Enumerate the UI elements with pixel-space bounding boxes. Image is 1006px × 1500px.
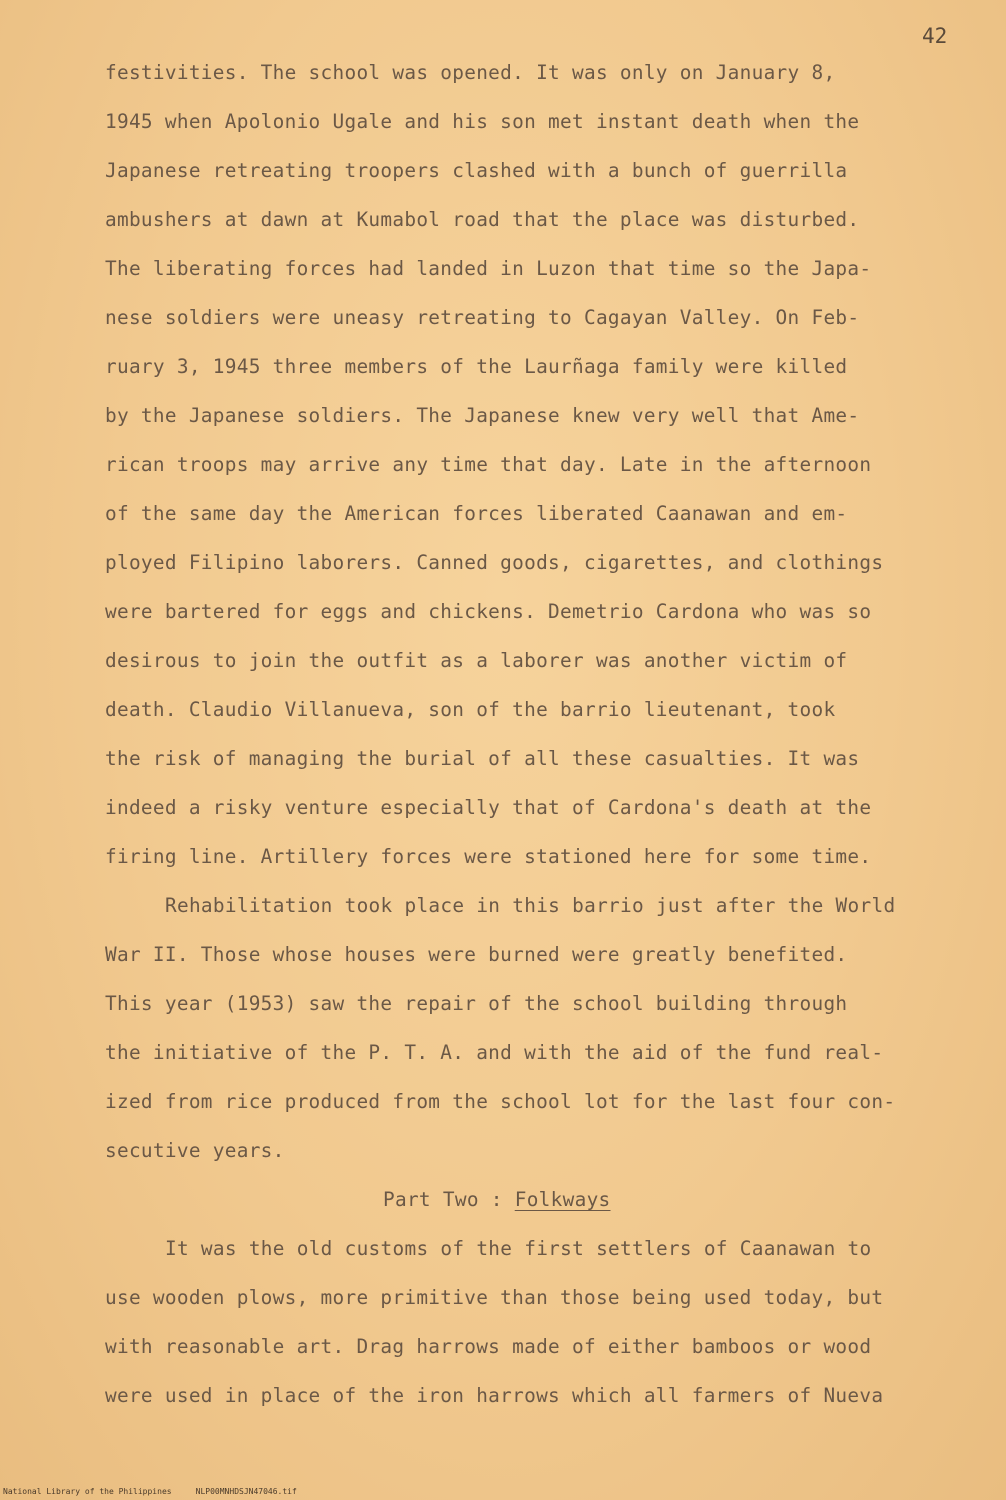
text-line: This year (1953) saw the repair of the school building through <box>105 992 848 1015</box>
text-line: War II. Those whose houses were burned were greatly benefited. <box>105 943 848 966</box>
text-line: the initiative of the P. T. A. and with the aid of the fund real- <box>105 1041 884 1064</box>
text-line: were used in place of the iron harrows which all farmers of Nueva <box>105 1384 884 1407</box>
text-line: desirous to join the outfit as a laborer was another victim of <box>105 649 848 672</box>
text-line: ruary 3, 1945 three members of the Laurñaga family were killed <box>105 355 848 378</box>
text-line: with reasonable art. Drag harrows made of either bamboos or wood <box>105 1335 872 1358</box>
text-line: 1945 when Apolonio Ugale and his son met instant death when the <box>105 110 860 133</box>
section-heading-prefix: Part Two : <box>383 1188 515 1211</box>
archive-footer: National Library of the Philippines NLP00MNHDSJN47046.tif <box>3 1487 297 1496</box>
text-line: The liberating forces had landed in Luzon that time so the Japa- <box>105 257 872 280</box>
section-heading <box>383 1185 611 1215</box>
page-number: 42 <box>922 24 948 48</box>
section-heading-title: Folkways <box>514 1188 611 1211</box>
text-line: nese soldiers were uneasy retreating to Cagayan Valley. On Feb- <box>105 306 860 329</box>
text-line: ambushers at dawn at Kumabol road that the place was disturbed. <box>105 208 860 231</box>
text-line: use wooden plows, more primitive than those being used today, but <box>105 1286 884 1309</box>
text-line: firing line. Artillery forces were stationed here for some time. <box>105 845 872 868</box>
text-line: Rehabilitation took place in this barrio just after the World <box>165 894 896 917</box>
text-line: Japanese retreating troopers clashed with a bunch of guerrilla <box>105 159 848 182</box>
text-line: of the same day the American forces liberated Caanawan and em- <box>105 502 848 525</box>
text-line: rican troops may arrive any time that day. Late in the afternoon <box>105 453 872 476</box>
text-line: were bartered for eggs and chickens. Demetrio Cardona who was so <box>105 600 872 623</box>
text-line: indeed a risky venture especially that of Cardona's death at the <box>105 796 872 819</box>
text-line: secutive years. <box>105 1139 285 1162</box>
text-line: It was the old customs of the first settlers of Caanawan to <box>165 1237 872 1260</box>
text-line: festivities. The school was opened. It was only on January 8, <box>105 61 836 84</box>
text-line: ized from rice produced from the school lot for the last four con- <box>105 1090 896 1113</box>
text-line: by the Japanese soldiers. The Japanese knew very well that Ame- <box>105 404 860 427</box>
text-line: ployed Filipino laborers. Canned goods, cigarettes, and clothings <box>105 551 884 574</box>
text-line: the risk of managing the burial of all these casualties. It was <box>105 747 860 770</box>
text-line: death. Claudio Villanueva, son of the barrio lieutenant, took <box>105 698 836 721</box>
